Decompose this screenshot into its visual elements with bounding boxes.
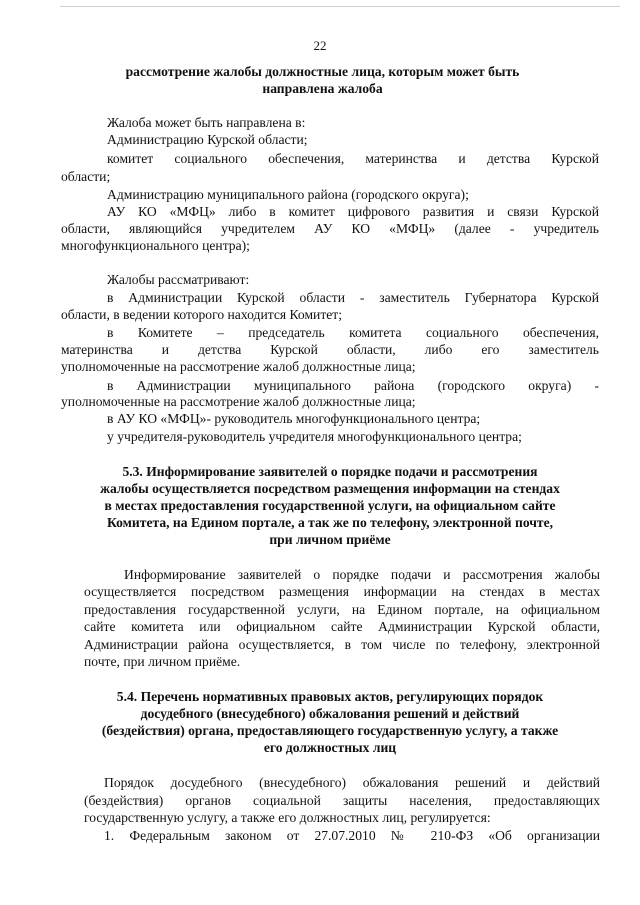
section-5-3-body-line-4: сайте комитета или официальном сайте Администрации Курской области, xyxy=(84,619,600,634)
addressee-4-line-1: АУ КО «МФЦ» либо в комитет цифрового развития и связи Курской xyxy=(107,204,599,219)
section-5-3-body-line-6: почте, при личном приёме. xyxy=(84,654,241,669)
addressees-intro: Жалоба может быть направлена в: xyxy=(107,115,306,130)
section-5-3-title-line-5: при личном приёме xyxy=(269,532,391,547)
section-5-3-title-line-4: Комитета, на Едином портале, а так же по телефону, электронной почте, xyxy=(106,515,554,530)
reviewer-4: в АУ КО «МФЦ»- руководитель многофункционального центра; xyxy=(107,411,481,426)
section-5-4-body-line-2: (бездействия) органов социальной защиты населения, предоставляющих xyxy=(84,793,600,808)
section-5-3-title-line-3: в местах предоставления государственной услуги, на официальном сайте xyxy=(104,498,556,513)
reviewer-1-line-1: в Администрации Курской области - заместитель Губернатора Курской xyxy=(107,290,599,305)
page-number: 22 xyxy=(313,38,327,53)
section-5-3-body-line-1: Информирование заявителей о порядке подачи и рассмотрения жалобы xyxy=(124,567,600,582)
reviewer-3-line-1: в Администрации муниципального района (городского округа) - xyxy=(107,378,599,393)
section-5-3-body-line-5: Администрации района осуществляется, в том числе по телефону, электронной xyxy=(84,637,600,652)
section-5-4-title-line-3: (бездействия) органа, предоставляющего государственную услугу, а также xyxy=(101,723,559,738)
section-5-4-body-line-3: государственную услугу, а также его должностных лиц, регулируется: xyxy=(84,810,491,825)
addressee-4-line-3: многофункционального центра); xyxy=(61,238,250,253)
reviewers-intro: Жалобы рассматривают: xyxy=(107,272,250,287)
reviewer-2-line-3: уполномоченные на рассмотрение жалоб должностные лица; xyxy=(61,359,416,374)
reviewer-2-line-1: в Комитете – председатель комитета социального обеспечения, xyxy=(107,325,599,340)
addressee-2-line-1: комитет социального обеспечения, материнства и детства Курской xyxy=(107,151,599,166)
addressee-2-line-2: области; xyxy=(61,169,111,184)
reviewer-5: у учредителя-руководитель учредителя многофункционального центра; xyxy=(107,429,522,444)
addressee-1: Администрацию Курской области; xyxy=(107,132,308,147)
heading-line-2: направлена жалоба xyxy=(262,81,383,96)
reviewer-1-line-2: области, в ведении которого находится Комитет; xyxy=(61,307,343,322)
section-5-4-title-line-2: досудебного (внесудебного) обжалования решений и действий xyxy=(140,706,520,721)
addressee-3: Администрацию муниципального района (городского округа); xyxy=(107,187,469,202)
section-5-4-title-line-4: его должностных лиц xyxy=(263,740,397,755)
section-5-3-title-line-1: 5.3. Информирование заявителей о порядке подачи и рассмотрения xyxy=(122,464,538,479)
reviewer-3-line-2: уполномоченные на рассмотрение жалоб должностные лица; xyxy=(61,394,416,409)
section-5-4-body-line-1: Порядок досудебного (внесудебного) обжалования решений и действий xyxy=(104,775,600,790)
section-5-3-body-line-3: предоставления государственной услуги, на Едином портале, на официальном xyxy=(84,602,600,617)
section-5-3-body-line-2: осуществляется посредством размещения информации на стендах в местах xyxy=(84,584,600,599)
section-5-3-title-line-2: жалобы осуществляется посредством размещения информации на стендах xyxy=(100,481,560,496)
top-scan-rule xyxy=(60,6,620,7)
heading-line-1: рассмотрение жалобы должностные лица, которым может быть xyxy=(125,64,520,79)
section-5-4-title-line-1: 5.4. Перечень нормативных правовых актов, регулирующих порядок xyxy=(116,689,544,704)
addressee-4-line-2: области, являющийся учредителем АУ КО «МФЦ» (далее - учредитель xyxy=(61,221,599,236)
section-5-4-body-line-4: 1. Федеральным законом от 27.07.2010 № 210-ФЗ «Об организации xyxy=(104,828,600,843)
reviewer-2-line-2: материнства и детства Курской области, либо его заместитель xyxy=(61,342,599,357)
